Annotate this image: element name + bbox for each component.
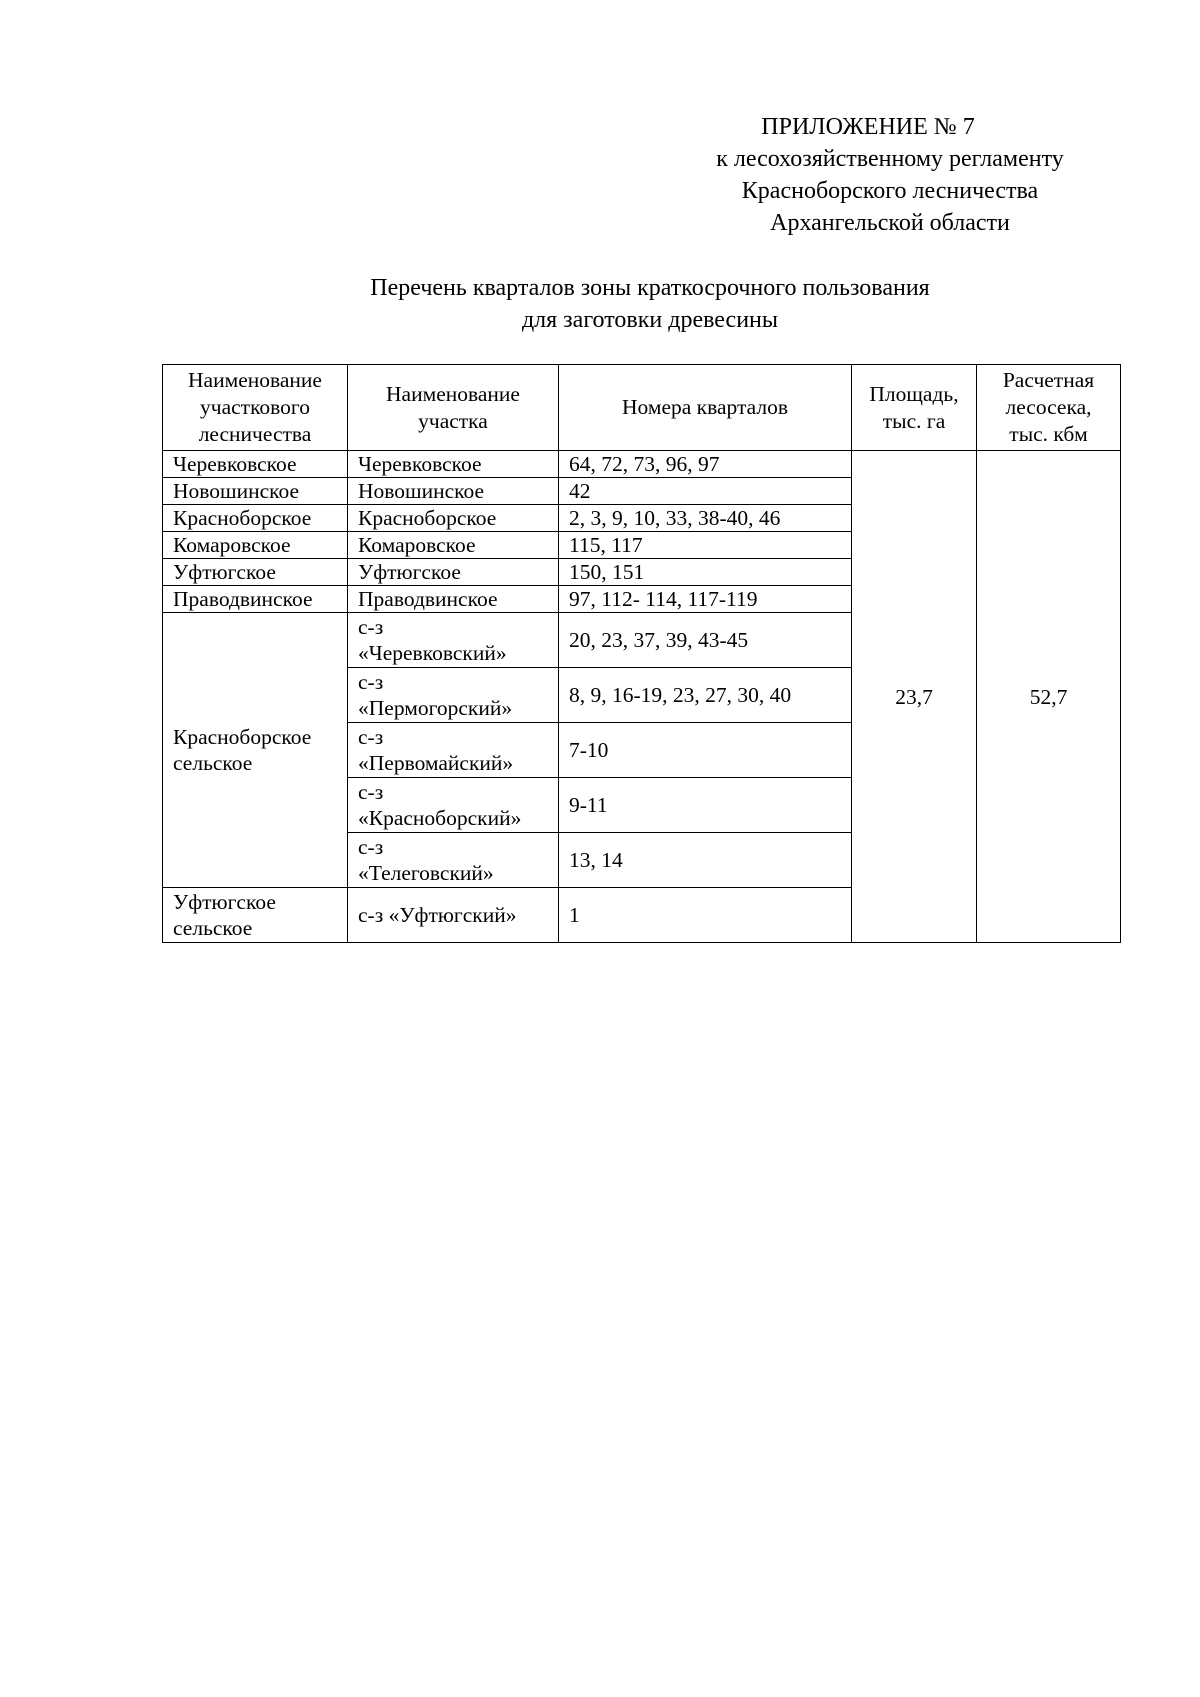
section-cell: с-з «Уфтюгский»: [348, 888, 559, 943]
quarters-cell: 13, 14: [559, 833, 852, 888]
quarters-cell: 1: [559, 888, 852, 943]
header-section: Наименование участка: [348, 365, 559, 451]
section-cell: с-з «Черевковский»: [348, 613, 559, 668]
section-cell: с-з «Первомайский»: [348, 723, 559, 778]
district-cell: Уфтюгское: [163, 559, 348, 586]
quarters-cell: 2, 3, 9, 10, 33, 38-40, 46: [559, 505, 852, 532]
total-area-cell: 23,7: [852, 451, 977, 943]
district-cell: Праводвинское: [163, 586, 348, 613]
section-cell: Новошинское: [348, 478, 559, 505]
district-cell: Красноборское: [163, 505, 348, 532]
quarters-cell: 64, 72, 73, 96, 97: [559, 451, 852, 478]
district-cell: Черевковское: [163, 451, 348, 478]
district-cell: Красноборское сельское: [163, 613, 348, 888]
quarters-cell: 20, 23, 37, 39, 43-45: [559, 613, 852, 668]
quarters-cell: 42: [559, 478, 852, 505]
total-allowable-cut-cell: 52,7: [977, 451, 1121, 943]
section-cell: с-з «Пермогорский»: [348, 668, 559, 723]
appendix-header: [650, 111, 1130, 239]
title-line-1: Перечень кварталов зоны краткосрочного пользования: [370, 275, 930, 301]
header-forestry-district: Наименование участкового лесничества: [163, 365, 348, 451]
quarters-cell: 8, 9, 16-19, 23, 27, 30, 40: [559, 668, 852, 723]
quarters-cell: 115, 117: [559, 532, 852, 559]
quarters-table: [162, 364, 1121, 943]
appendix-number: ПРИЛОЖЕНИЕ № 7: [761, 114, 975, 140]
section-cell: Комаровское: [348, 532, 559, 559]
district-cell: Комаровское: [163, 532, 348, 559]
appendix-reference: к лесохозяйственному регламенту: [716, 146, 1064, 172]
table-header-row: [163, 365, 1121, 451]
table-row: [163, 451, 1121, 478]
quarters-cell: 9-11: [559, 778, 852, 833]
section-cell: Уфтюгское: [348, 559, 559, 586]
quarters-cell: 7-10: [559, 723, 852, 778]
quarters-cell: 97, 112- 114, 117-119: [559, 586, 852, 613]
document-title: [200, 272, 1100, 336]
appendix-forestry: Красноборского лесничества: [741, 178, 1039, 204]
appendix-region: Архангельской области: [770, 210, 1010, 236]
header-allowable-cut: Расчетная лесосека, тыс. кбм: [977, 365, 1121, 451]
section-cell: Праводвинское: [348, 586, 559, 613]
quarters-cell: 150, 151: [559, 559, 852, 586]
title-line-2: для заготовки древесины: [521, 307, 779, 333]
section-cell: Черевковское: [348, 451, 559, 478]
header-area: Площадь, тыс. га: [852, 365, 977, 451]
header-quarters: Номера кварталов: [559, 365, 852, 451]
district-cell: Новошинское: [163, 478, 348, 505]
section-cell: Красноборское: [348, 505, 559, 532]
section-cell: с-з «Красноборский»: [348, 778, 559, 833]
district-cell: Уфтюгское сельское: [163, 888, 348, 943]
section-cell: с-з «Телеговский»: [348, 833, 559, 888]
